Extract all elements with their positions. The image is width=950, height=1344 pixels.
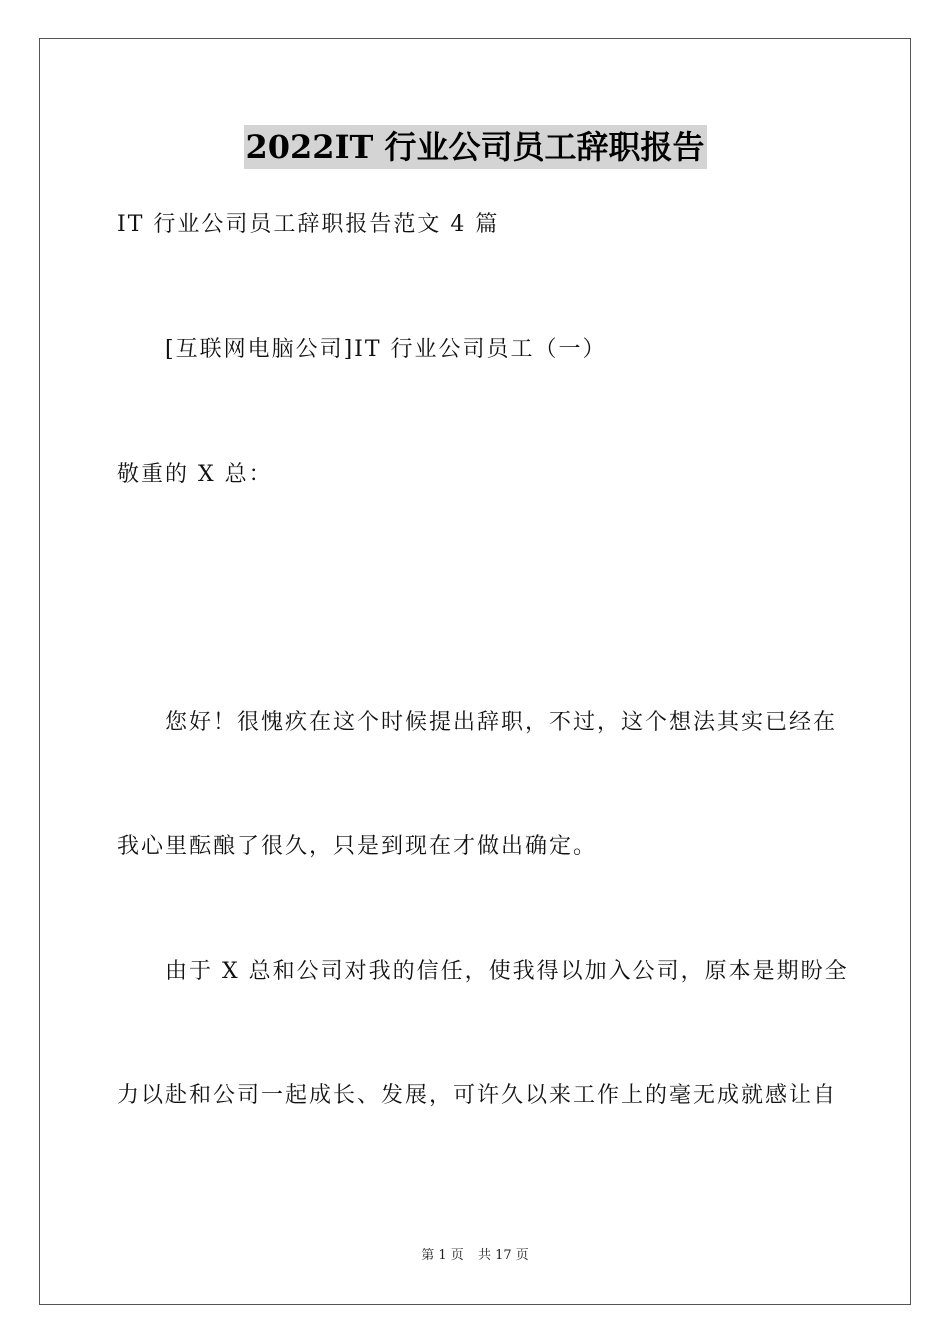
document-title: 2022IT 行业公司员工辞职报告	[244, 125, 707, 169]
page-number: 第 1 页	[421, 1248, 464, 1263]
paragraph-line-2: 我心里酝酿了很久，只是到现在才做出确定。	[117, 834, 598, 859]
paragraph-line-3: 由于 X 总和公司对我的信任，使我得以加入公司，原本是期盼全	[165, 959, 849, 984]
paragraph-line-4: 力以赴和公司一起成长、发展，可许久以来工作上的毫无成就感让自	[117, 1083, 838, 1108]
paragraph-line-1: 您好！很愧疚在这个时候提出辞职，不过，这个想法其实已经在	[165, 710, 838, 735]
page-total: 共 17 页	[477, 1248, 529, 1263]
subtitle-line: IT 行业公司员工辞职报告范文 4 篇	[117, 212, 500, 237]
section-heading: [互联网电脑公司]IT 行业公司员工（一）	[165, 337, 607, 362]
salutation: 敬重的 X 总：	[117, 462, 273, 487]
page-footer	[0, 1247, 950, 1265]
title-container	[0, 125, 950, 169]
